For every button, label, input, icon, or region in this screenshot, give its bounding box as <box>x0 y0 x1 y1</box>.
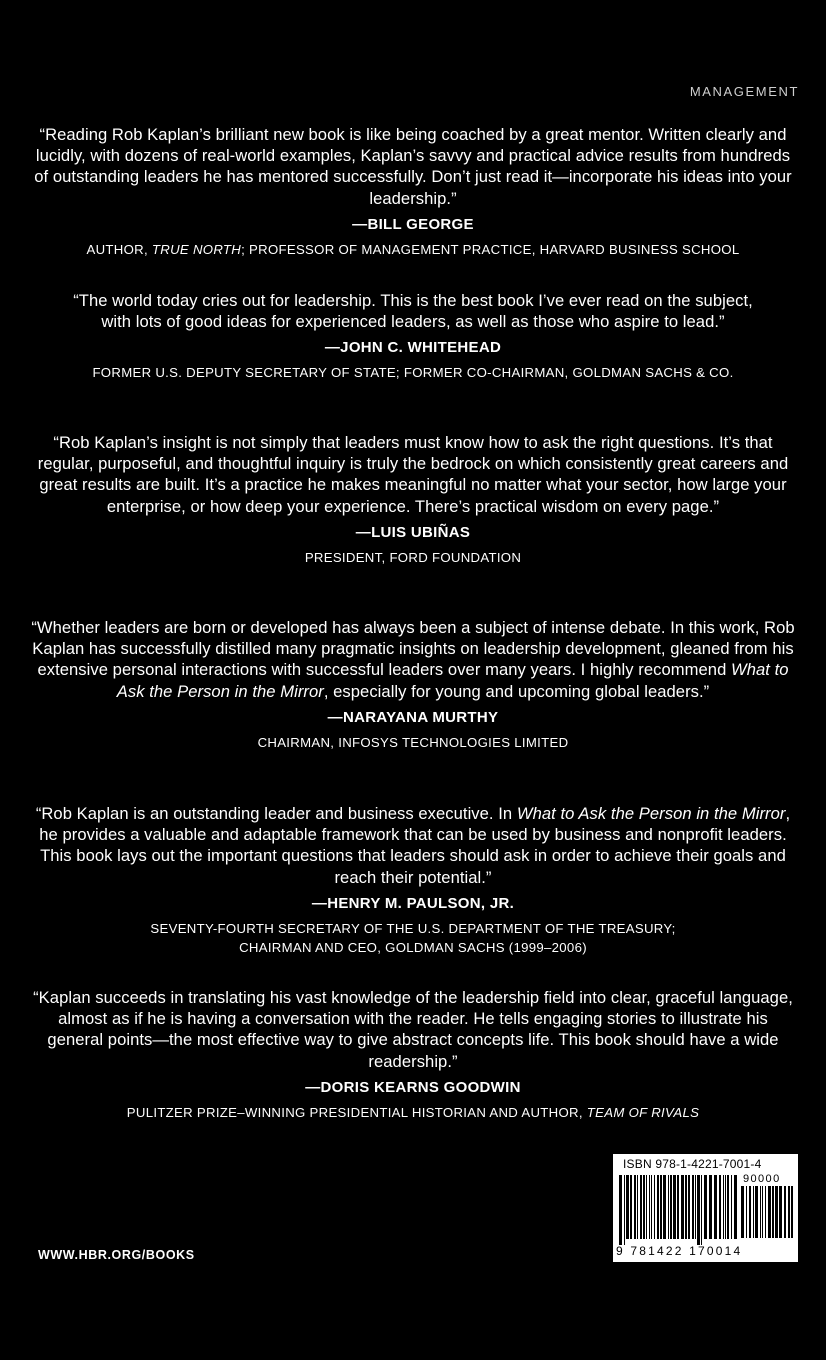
barcode-bar <box>727 1175 729 1239</box>
book-title: TEAM OF RIVALS <box>586 1104 700 1120</box>
blurb-narayana-murthy <box>30 617 796 752</box>
barcode-bar <box>788 1186 790 1238</box>
book-title: What to Ask the Person in the Mirror <box>516 804 786 823</box>
barcode-bar <box>634 1175 636 1239</box>
blurb-author: —NARAYANA MURTHY <box>327 708 499 726</box>
barcode-bar <box>784 1186 786 1238</box>
barcode-bar <box>701 1175 702 1245</box>
blurb-quote: “Whether leaders are born or developed has always been a subject of intense debate. In this work, Rob Kaplan has successfully distilled many pragmatic insights on leadership development, gleaned from his extensive personal interactions with successful leaders over many years. I highly recommend What to Ask the Person in the Mirror, especially for young and upcoming global leaders.” <box>31 618 795 701</box>
blurb-quote: “Kaplan succeeds in translating his vast knowledge of the leadership field into clear, graceful language, almost as if he is having a conversation with the reader. He tells engaging stories to illustrate his general points—the most effective way to give abstract concepts life. This book should have a wide readership.” <box>33 988 793 1071</box>
barcode-bar <box>688 1175 690 1239</box>
addon-barcode-bars <box>741 1186 793 1244</box>
website-url[interactable]: WWW.HBR.ORG/BOOKS <box>38 1248 195 1262</box>
blurb-quote: “Rob Kaplan’s insight is not simply that leaders must know how to ask the right questions. It’s that regular, purposeful, and thoughtful inquiry is truly the bedrock on which consistently great careers and great results are built. It’s a practice he makes meaningful no matter what your sector, how large your enterprise, or how deep your experience. There’s practical wisdom on every page.” <box>37 433 789 516</box>
barcode-bar <box>768 1186 771 1238</box>
barcode-bar <box>681 1175 684 1239</box>
barcode-bar <box>762 1186 763 1238</box>
barcode-bar <box>640 1175 642 1239</box>
blurb-author-title: PULITZER PRIZE–WINNING PRESIDENTIAL HISTORIAN AND AUTHOR, TEAM OF RIVALS <box>126 1104 700 1120</box>
blurb-author-title: PRESIDENT, FORD FOUNDATION <box>304 549 522 565</box>
barcode-bar <box>714 1175 717 1239</box>
barcode-bar <box>668 1175 669 1239</box>
blurb-doris-kearns-goodwin <box>30 987 796 1122</box>
ean-barcode-bars <box>619 1175 737 1245</box>
barcode-bar <box>670 1175 672 1239</box>
barcode-bar <box>654 1175 655 1239</box>
barcode-bar <box>692 1175 694 1239</box>
barcode-bar <box>731 1175 732 1239</box>
barcode-bar <box>760 1186 761 1238</box>
barcode-bar <box>746 1186 747 1238</box>
barcode-bar <box>695 1175 696 1239</box>
barcode-bar <box>649 1175 650 1239</box>
category-label: MANAGEMENT <box>689 84 799 99</box>
blurb-author: —HENRY M. PAULSON, JR. <box>311 894 515 912</box>
barcode-bar <box>651 1175 652 1239</box>
addon-digits: 90000 <box>743 1173 781 1185</box>
blurb-author: —BILL GEORGE <box>352 215 474 233</box>
barcode-bar <box>791 1186 793 1238</box>
barcode-bar <box>646 1175 647 1239</box>
book-title: TRUE NORTH <box>151 241 242 257</box>
blurb-quote: “Rob Kaplan is an outstanding leader and business executive. In What to Ask the Person in the Mirror, he provides a valuable and adaptable framework that can be used by business and nonprofit leaders. This book lays out the important questions that leaders should ask in order to achieve their goals and reach their potential.” <box>35 804 791 887</box>
barcode-bar <box>719 1175 721 1239</box>
blurb-author-title: FORMER U.S. DEPUTY SECRETARY OF STATE; FORMER CO-CHAIRMAN, GOLDMAN SACHS & CO. <box>92 365 734 381</box>
barcode-bar <box>709 1175 712 1239</box>
blurb-author-title: SEVENTY-FOURTH SECRETARY OF THE U.S. DEPARTMENT OF THE TREASURY; CHAIRMAN AND CEO, GOLDMAN SACHS (1999–2006) <box>150 920 676 955</box>
barcode-bar <box>663 1175 666 1239</box>
blurb-author: —LUIS UBIÑAS <box>355 523 471 541</box>
blurb-author-title: CHAIRMAN, INFOSYS TECHNOLOGIES LIMITED <box>257 734 569 750</box>
barcode-bar <box>775 1186 778 1238</box>
barcode-bar <box>673 1175 676 1239</box>
barcode-bar <box>772 1186 774 1238</box>
barcode-bar <box>725 1175 726 1239</box>
blurb-author: —DORIS KEARNS GOODWIN <box>305 1078 521 1096</box>
barcode-bar <box>755 1186 758 1238</box>
barcode-bar <box>624 1175 625 1245</box>
blurb-luis-ubinas <box>30 432 796 567</box>
barcode-bar <box>657 1175 659 1239</box>
barcode-bar <box>637 1175 638 1239</box>
barcode-bar <box>643 1175 645 1239</box>
barcode-bar <box>734 1175 737 1239</box>
barcode-bar <box>765 1186 766 1238</box>
barcode-bar <box>704 1175 707 1239</box>
isbn-barcode <box>613 1154 798 1262</box>
barcode-bar <box>619 1175 622 1245</box>
blurb-author: —JOHN C. WHITEHEAD <box>324 339 502 357</box>
blurb-john-whitehead <box>30 290 796 382</box>
barcode-bar <box>660 1175 662 1239</box>
barcode-bar <box>753 1186 754 1238</box>
barcode-bar <box>697 1175 700 1245</box>
barcode-bar <box>779 1186 782 1238</box>
barcode-bar <box>741 1186 744 1238</box>
barcode-bar <box>626 1175 629 1239</box>
barcode-bar <box>749 1186 751 1238</box>
barcode-bar <box>685 1175 687 1239</box>
book-title: What to Ask the Person in the Mirror <box>116 660 789 701</box>
blurb-author-title: AUTHOR, TRUE NORTH; PROFESSOR OF MANAGEMENT PRACTICE, HARVARD BUSINESS SCHOOL <box>86 241 740 257</box>
blurb-henry-paulson <box>30 803 796 957</box>
barcode-bar <box>677 1175 679 1239</box>
blurb-quote: “Reading Rob Kaplan’s brilliant new book is like being coached by a great mentor. Written clearly and lucidly, with dozens of real-world examples, Kaplan’s savvy and practical advice results from hundreds of outstanding leaders he has mentored successfully. Don’t just read it—incorporate his ideas into your leadership.” <box>34 125 792 208</box>
isbn-label: ISBN 978-1-4221-7001-4 <box>623 1157 762 1171</box>
ean-digits: 9 781422 170014 <box>616 1244 743 1258</box>
blurb-bill-george <box>30 124 796 259</box>
barcode-bar <box>723 1175 724 1239</box>
barcode-bar <box>630 1175 632 1239</box>
blurb-quote: “The world today cries out for leadership. This is the best book I’ve ever read on the subject, with lots of good ideas for experienced leaders, as well as those who aspire to lead.” <box>73 291 753 332</box>
